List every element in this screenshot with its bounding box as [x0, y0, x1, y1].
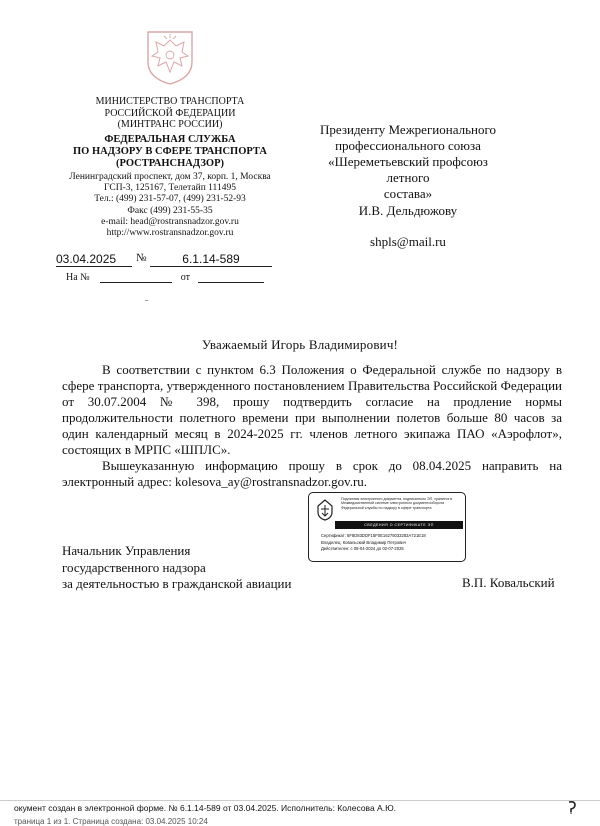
letter-paragraph: В соответствии с пунктом 6.3 Положения о Федеральной службе по надзору в сфере транспорта, утвержденного постановлением Правительства Российской Федерации от 30.07.2004 № 398, прошу подтвердить согласие на продление нормы продолжительности полетного времени при выполнении полетов больше 80 часов за один календарный месяц в 2024-2025 гг. членов летного экипажа ПАО «Аэрофлот», состоящих в МРПС «ШПЛС».	[62, 362, 562, 457]
agency-line: ПО НАДЗОРУ В СФЕРЕ ТРАНСПОРТА	[72, 146, 267, 157]
letter-body	[62, 362, 562, 490]
address-line: Ленинградский проспект, дом 37, корп. 1, Москва	[69, 172, 271, 182]
recipient-line: профессионального союза	[335, 138, 481, 153]
ministry-line: (МИНТРАНС РОССИИ)	[117, 119, 223, 130]
agency-line: ФЕДЕРАЛЬНАЯ СЛУЖБА	[104, 134, 236, 145]
address-block	[56, 172, 284, 239]
footer-second-line: траница 1 из 1. Страница создана: 03.04.2025 10:24	[14, 817, 208, 826]
letter-paragraph: Вышеуказанную информацию прошу в срок до 08.04.2025 направить на электронный адрес: kolesova_ay@rostransnadzor.gov.ru.	[62, 458, 562, 489]
recipient-block	[318, 122, 498, 202]
stamp-owner: Владелец: Ковальский Владимир Петрович	[321, 539, 406, 545]
stamp-certificate: Сертификат: 6F8D83DDF15F0E16275033283A721E18	[321, 533, 426, 538]
fax-line: Факс (499) 231-55-35	[127, 205, 213, 216]
coat-of-arms-emblem	[144, 28, 196, 86]
recipient-name: И.В. Дельдюжову	[358, 203, 458, 218]
electronic-signature-stamp	[308, 492, 466, 562]
footer-text: окумент создан в электронной форме. № 6.1.14-589 от 03.04.2025. Исполнитель: Колесова А.Ю.	[14, 803, 397, 813]
registration-number-label: №	[136, 252, 147, 264]
recipient-line: Президенту Межрегионального	[320, 122, 496, 137]
signatory-name: В.П. Ковальский	[462, 575, 555, 590]
stamp-header: Подлинник электронного документа, подписанного ЭП, хранится в Межведомственной системе электронного документооборота Федеральной службы по надзору в сфере транспорта	[341, 497, 453, 510]
address-line: ГСП-3, 125167, Телетайп 111495	[104, 183, 236, 194]
ministry-line: РОССИЙСКОЙ ФЕДЕРАЦИИ	[104, 107, 236, 119]
reference-date-line	[198, 273, 264, 283]
footer-divider	[0, 800, 600, 801]
reference-row	[66, 272, 276, 283]
reference-number-label: На №	[66, 272, 90, 283]
recipient-line: состава»	[383, 186, 433, 201]
stamp-info	[321, 533, 461, 553]
agency-line: (РОСТРАНСНАДЗОР)	[116, 158, 224, 169]
signatory-title	[62, 543, 291, 593]
recipient-email: shpls@mail.ru	[370, 234, 446, 249]
registration-date	[56, 252, 132, 267]
ministry-block	[70, 96, 270, 131]
agency-block	[62, 134, 278, 170]
phone-line: Тел.: (499) 231-57-07, (499) 231-52-93	[94, 194, 246, 205]
ministry-line: МИНИСТЕРСТВО ТРАНСПОРТА	[95, 96, 245, 107]
signatory-title-line: за деятельностью в гражданской авиации	[62, 576, 292, 591]
email-line: e-mail: head@rostransnadzor.gov.ru	[101, 216, 239, 227]
divider-mark	[145, 300, 148, 301]
reference-from-label: от	[180, 272, 190, 283]
website-line: http://www.rostransnadzor.gov.ru	[106, 228, 234, 239]
recipient-line: «Шереметьевский профсоюз летного	[328, 154, 488, 185]
signatory-title-line: государственного надзора	[62, 559, 206, 575]
registration-date-value: 03.04.2025	[56, 252, 132, 267]
stamp-validity: Действителен: с 08-04-2024 до 02-07-2025	[321, 546, 404, 552]
stamp-band: СВЕДЕНИЯ О СЕРТИФИКАТЕ ЭП	[335, 521, 463, 529]
signatory-title-line: Начальник Управления	[62, 543, 191, 558]
registration-number: 6.1.14-589	[150, 252, 272, 267]
barcode-icon	[566, 800, 578, 814]
greeting: Уважаемый Игорь Владимирович!	[201, 337, 399, 352]
agency-logo-icon	[314, 498, 336, 522]
reference-number-line	[100, 273, 172, 283]
